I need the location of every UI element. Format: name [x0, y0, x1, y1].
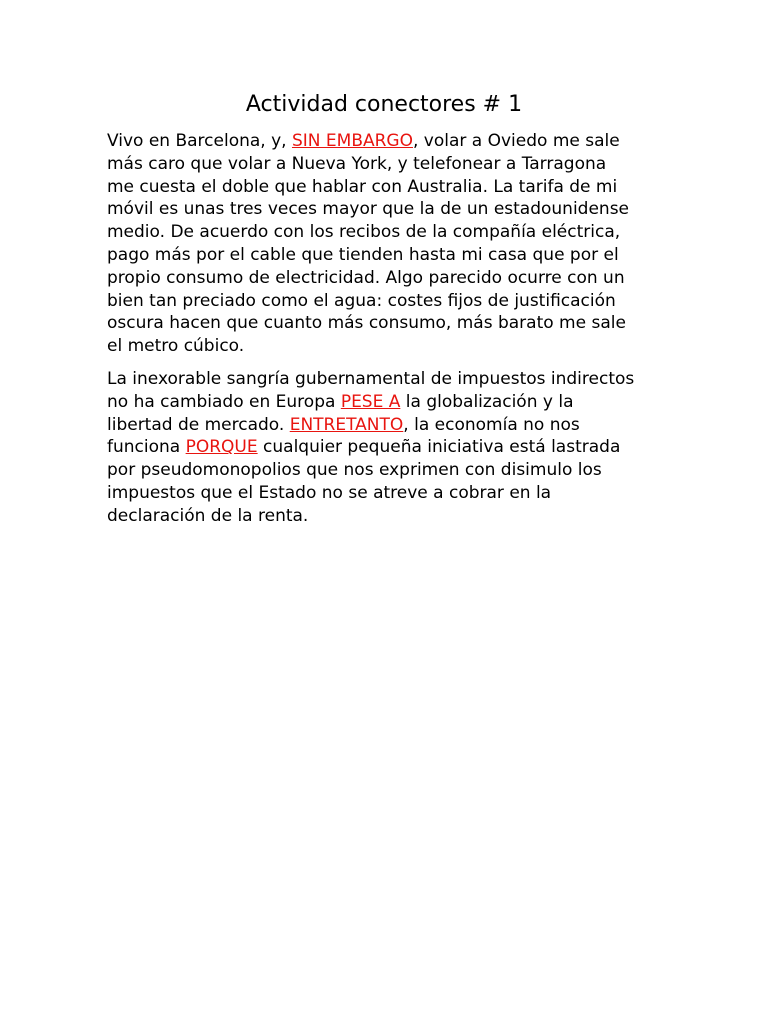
text-segment: , la economía no nos	[403, 414, 580, 435]
text-line	[107, 391, 667, 414]
connector-highlight-pese-a: PESE A	[340, 391, 401, 412]
text-line: me cuesta el doble que hablar con Australia. La tarifa de mi	[107, 176, 618, 197]
connector-highlight-entretanto: ENTRETANTO	[289, 414, 404, 435]
text-segment: cualquier pequeña iniciativa está lastrada	[257, 437, 621, 458]
text-line: pago más por el cable que tienden hasta mi casa que por el	[107, 244, 619, 265]
text-line	[107, 436, 667, 459]
text-line: La inexorable sangría gubernamental de impuestos indirectos	[107, 368, 635, 389]
text-line: impuestos que el Estado no se atreve a cobrar en la	[107, 482, 552, 503]
text-line: el metro cúbico.	[107, 336, 245, 357]
text-segment: , volar a Oviedo me sale	[412, 131, 620, 151]
connector-highlight-sin-embargo: SIN EMBARGO	[291, 131, 413, 151]
text-segment: libertad de mercado.	[107, 414, 290, 435]
text-line: más caro que volar a Nueva York, y telefonear a Tarragona	[107, 153, 607, 174]
text-line: propio consumo de electricidad. Algo parecido ocurre con un	[107, 267, 625, 288]
text-segment: la globalización y la	[400, 391, 574, 412]
text-line: declaración de la renta.	[107, 505, 309, 526]
document-body	[107, 130, 667, 538]
paragraph-1	[107, 130, 667, 358]
text-line: por pseudomonopolios que nos exprimen con disimulo los	[107, 460, 602, 481]
text-line: móvil es unas tres veces mayor que la de un estadounidense	[107, 199, 630, 220]
text-segment: Vivo en Barcelona, y,	[107, 131, 292, 151]
connector-highlight-porque: PORQUE	[185, 437, 258, 458]
text-segment: no ha cambiado en Europa	[107, 391, 341, 412]
text-line: oscura hacen que cuanto más consumo, más barato me sale	[107, 313, 626, 334]
text-line	[107, 414, 667, 437]
text-line	[107, 130, 667, 153]
page-title: Actividad conectores # 1	[245, 92, 523, 117]
text-line: bien tan preciado como el agua: costes fijos de justificación	[107, 290, 616, 311]
text-segment: funciona	[107, 437, 186, 458]
paragraph-2	[107, 368, 667, 528]
text-line: medio. De acuerdo con los recibos de la compañía eléctrica,	[107, 222, 621, 243]
